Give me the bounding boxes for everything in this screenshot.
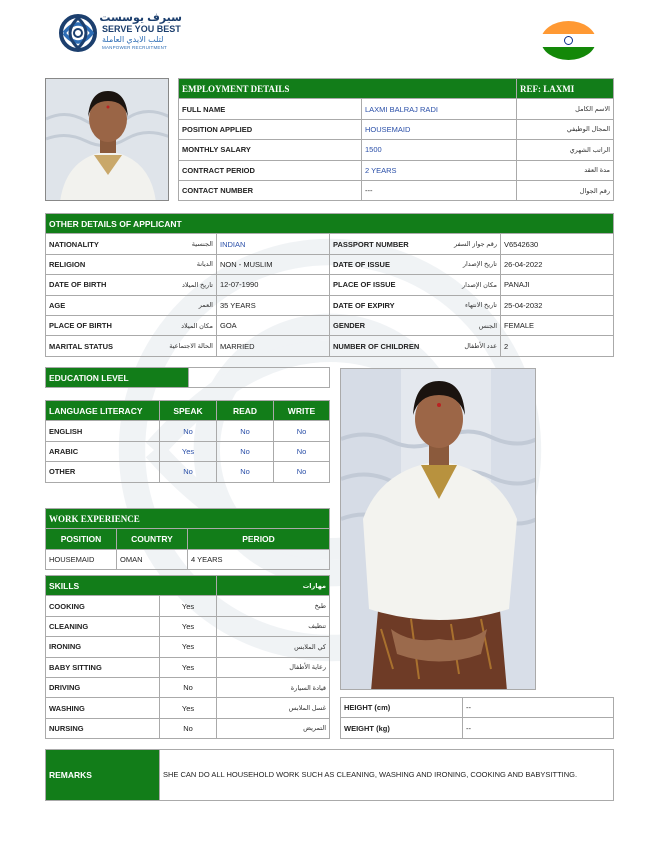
table-row	[46, 254, 614, 274]
marital-status-value: MARRIED	[217, 336, 330, 356]
remarks-label: REMARKS	[46, 750, 160, 801]
monthly-salary-value: 1500	[362, 140, 517, 160]
work-experience-table	[45, 508, 330, 570]
applicant-portrait-photo	[45, 78, 169, 201]
position-column-header: POSITION	[46, 529, 117, 549]
table-row	[46, 677, 330, 697]
full-name-value: LAXMI BALRAJ RADI	[362, 99, 517, 119]
monthly-salary-label: MONTHLY SALARY	[179, 140, 362, 160]
place-of-birth-value: GOA	[217, 315, 330, 335]
place-of-issue-value: PANAJI	[501, 275, 614, 295]
nationality-value: INDIAN	[217, 234, 330, 254]
full-name-arabic: الاسم الكامل	[517, 99, 614, 119]
position-applied-value: HOUSEMAID	[362, 119, 517, 139]
table-row	[341, 718, 614, 738]
contract-period-value: 2 YEARS	[362, 160, 517, 180]
table-row	[46, 421, 330, 441]
age-label: AGE	[49, 300, 66, 310]
place-of-issue-arabic: مكان الإصدار	[461, 281, 497, 289]
education-level-label: EDUCATION LEVEL	[46, 368, 189, 388]
full-name-label: FULL NAME	[179, 99, 362, 119]
date-of-expiry-arabic: تاريخ الانتهاء	[464, 302, 497, 310]
language-read: No	[217, 462, 274, 482]
passport-number-arabic: رقم جواز السفر	[454, 241, 497, 249]
skill-arabic: رعاية الأطفال	[217, 657, 330, 677]
skill-name: BABY SITTING	[46, 657, 160, 677]
place-of-issue-label: PLACE OF ISSUE	[333, 280, 396, 290]
education-level-value	[189, 368, 330, 388]
number-of-children-value: 2	[501, 336, 614, 356]
contract-period-arabic: مدة العقد	[517, 160, 614, 180]
remarks-text: SHE CAN DO ALL HOUSEHOLD WORK SUCH AS CLEANING, WASHING AND IRONING, COOKING AND BABYSITTING.	[160, 750, 614, 801]
skill-name: IRONING	[46, 637, 160, 657]
language-speak: Yes	[160, 441, 217, 461]
skill-value: No	[160, 718, 217, 738]
language-write: No	[274, 421, 330, 441]
table-row	[341, 698, 614, 718]
language-name: ENGLISH	[46, 421, 160, 441]
skill-value: No	[160, 677, 217, 697]
height-value: --	[463, 698, 614, 718]
language-speak: No	[160, 421, 217, 441]
date-of-issue-label: DATE OF ISSUE	[333, 259, 390, 269]
table-row	[46, 295, 614, 315]
other-details-table	[45, 213, 614, 357]
contact-number-value: ---	[362, 180, 517, 200]
table-row	[46, 718, 330, 738]
knot-logo-icon	[58, 13, 98, 53]
skill-value: Yes	[160, 698, 217, 718]
work-country: OMAN	[117, 549, 188, 569]
language-speak: No	[160, 462, 217, 482]
india-flag-icon	[541, 21, 596, 60]
date-of-expiry-label: DATE OF EXPIRY	[333, 300, 395, 310]
language-read: No	[217, 421, 274, 441]
skill-value: Yes	[160, 657, 217, 677]
period-column-header: PERIOD	[188, 529, 330, 549]
date-of-birth-arabic: تاريخ الميلاد	[181, 281, 213, 289]
table-row	[46, 441, 330, 461]
gender-arabic: الجنس	[478, 322, 497, 330]
language-write: No	[274, 441, 330, 461]
skill-name: WASHING	[46, 698, 160, 718]
marital-status-label: MARITAL STATUS	[49, 341, 114, 351]
write-header: WRITE	[274, 401, 330, 421]
skill-arabic: غسل الملابس	[217, 698, 330, 718]
language-name: OTHER	[46, 462, 160, 482]
position-applied-arabic: المجال الوظيفي	[517, 119, 614, 139]
logo-english-tagline: MANPOWER RECRUITMENT	[102, 45, 167, 50]
skill-arabic: تنظيف	[217, 616, 330, 636]
date-of-issue-arabic: تاريخ الإصدار	[462, 261, 497, 269]
number-of-children-arabic: عدد الأطفال	[464, 343, 497, 351]
date-of-birth-value: 12-07-1990	[217, 275, 330, 295]
skill-arabic: قيادة السيارة	[217, 677, 330, 697]
other-details-header: OTHER DETAILS OF APPLICANT	[46, 214, 614, 234]
speak-header: SPEAK	[160, 401, 217, 421]
work-experience-header: WORK EXPERIENCE	[46, 509, 330, 529]
nationality-arabic: الجنسية	[191, 241, 213, 249]
contract-period-label: CONTRACT PERIOD	[179, 160, 362, 180]
table-row	[46, 336, 614, 356]
table-row	[179, 180, 614, 200]
skill-value: Yes	[160, 616, 217, 636]
skill-arabic: التمريض	[217, 718, 330, 738]
language-literacy-table	[45, 400, 330, 483]
table-row	[46, 596, 330, 616]
height-label: HEIGHT (cm)	[341, 698, 463, 718]
read-header: READ	[217, 401, 274, 421]
logo-english-name: SERVE YOU BEST	[102, 24, 181, 34]
table-row	[46, 698, 330, 718]
reference-code: REF: LAXMI	[517, 79, 614, 99]
age-arabic: العمر	[198, 302, 213, 310]
date-of-expiry-value: 25-04-2032	[501, 295, 614, 315]
skill-name: CLEANING	[46, 616, 160, 636]
table-row	[179, 99, 614, 119]
religion-value: NON - MUSLIM	[217, 254, 330, 274]
skill-value: Yes	[160, 596, 217, 616]
skills-header-arabic: مهارات	[217, 576, 330, 596]
skill-name: DRIVING	[46, 677, 160, 697]
table-row	[46, 275, 614, 295]
place-of-birth-arabic: مكان الميلاد	[181, 322, 213, 330]
contact-number-arabic: رقم الجوال	[517, 180, 614, 200]
skills-header: SKILLS	[46, 576, 217, 596]
logo-arabic-tagline: لتلب الايدي العاملة	[102, 35, 164, 44]
company-logo	[58, 11, 208, 55]
religion-arabic: الديانة	[196, 261, 213, 269]
work-position: HOUSEMAID	[46, 549, 117, 569]
table-row	[46, 234, 614, 254]
country-column-header: COUNTRY	[117, 529, 188, 549]
skill-value: Yes	[160, 637, 217, 657]
weight-value: --	[463, 718, 614, 738]
table-row	[179, 140, 614, 160]
language-read: No	[217, 441, 274, 461]
table-row	[46, 616, 330, 636]
position-applied-label: POSITION APPLIED	[179, 119, 362, 139]
nationality-label: NATIONALITY	[49, 239, 99, 249]
religion-label: RELIGION	[49, 259, 86, 269]
place-of-birth-label: PLACE OF BIRTH	[49, 321, 112, 331]
remarks-table	[45, 749, 614, 801]
table-row	[179, 160, 614, 180]
skill-arabic: كي الملابس	[217, 637, 330, 657]
passport-number-label: PASSPORT NUMBER	[333, 239, 409, 249]
logo-arabic-name: سيرف يوسست	[99, 12, 182, 24]
date-of-issue-value: 26-04-2022	[501, 254, 614, 274]
contact-number-label: CONTACT NUMBER	[179, 180, 362, 200]
date-of-birth-label: DATE OF BIRTH	[49, 280, 107, 290]
measurements-table	[340, 697, 614, 739]
table-row	[46, 462, 330, 482]
education-table	[45, 367, 330, 388]
skill-name: NURSING	[46, 718, 160, 738]
age-value: 35 YEARS	[217, 295, 330, 315]
employment-header: EMPLOYMENT DETAILS	[179, 79, 517, 99]
language-literacy-header: LANGUAGE LITERACY	[46, 401, 160, 421]
number-of-children-label: NUMBER OF CHILDREN	[333, 341, 420, 351]
table-row	[46, 637, 330, 657]
table-row	[46, 315, 614, 335]
applicant-full-body-photo	[340, 368, 536, 690]
table-row	[179, 119, 614, 139]
table-row	[46, 657, 330, 677]
work-period: 4 YEARS	[188, 549, 330, 569]
marital-status-arabic: الحالة الاجتماعية	[169, 343, 213, 351]
skill-arabic: طبخ	[217, 596, 330, 616]
passport-number-value: V6542630	[501, 234, 614, 254]
gender-label: GENDER	[333, 321, 366, 331]
language-name: ARABIC	[46, 441, 160, 461]
skills-table	[45, 575, 330, 739]
employment-details-table	[178, 78, 614, 201]
weight-label: WEIGHT (kg)	[341, 718, 463, 738]
table-row	[46, 549, 330, 569]
monthly-salary-arabic: الراتب الشهري	[517, 140, 614, 160]
gender-value: FEMALE	[501, 315, 614, 335]
skill-name: COOKING	[46, 596, 160, 616]
language-write: No	[274, 462, 330, 482]
